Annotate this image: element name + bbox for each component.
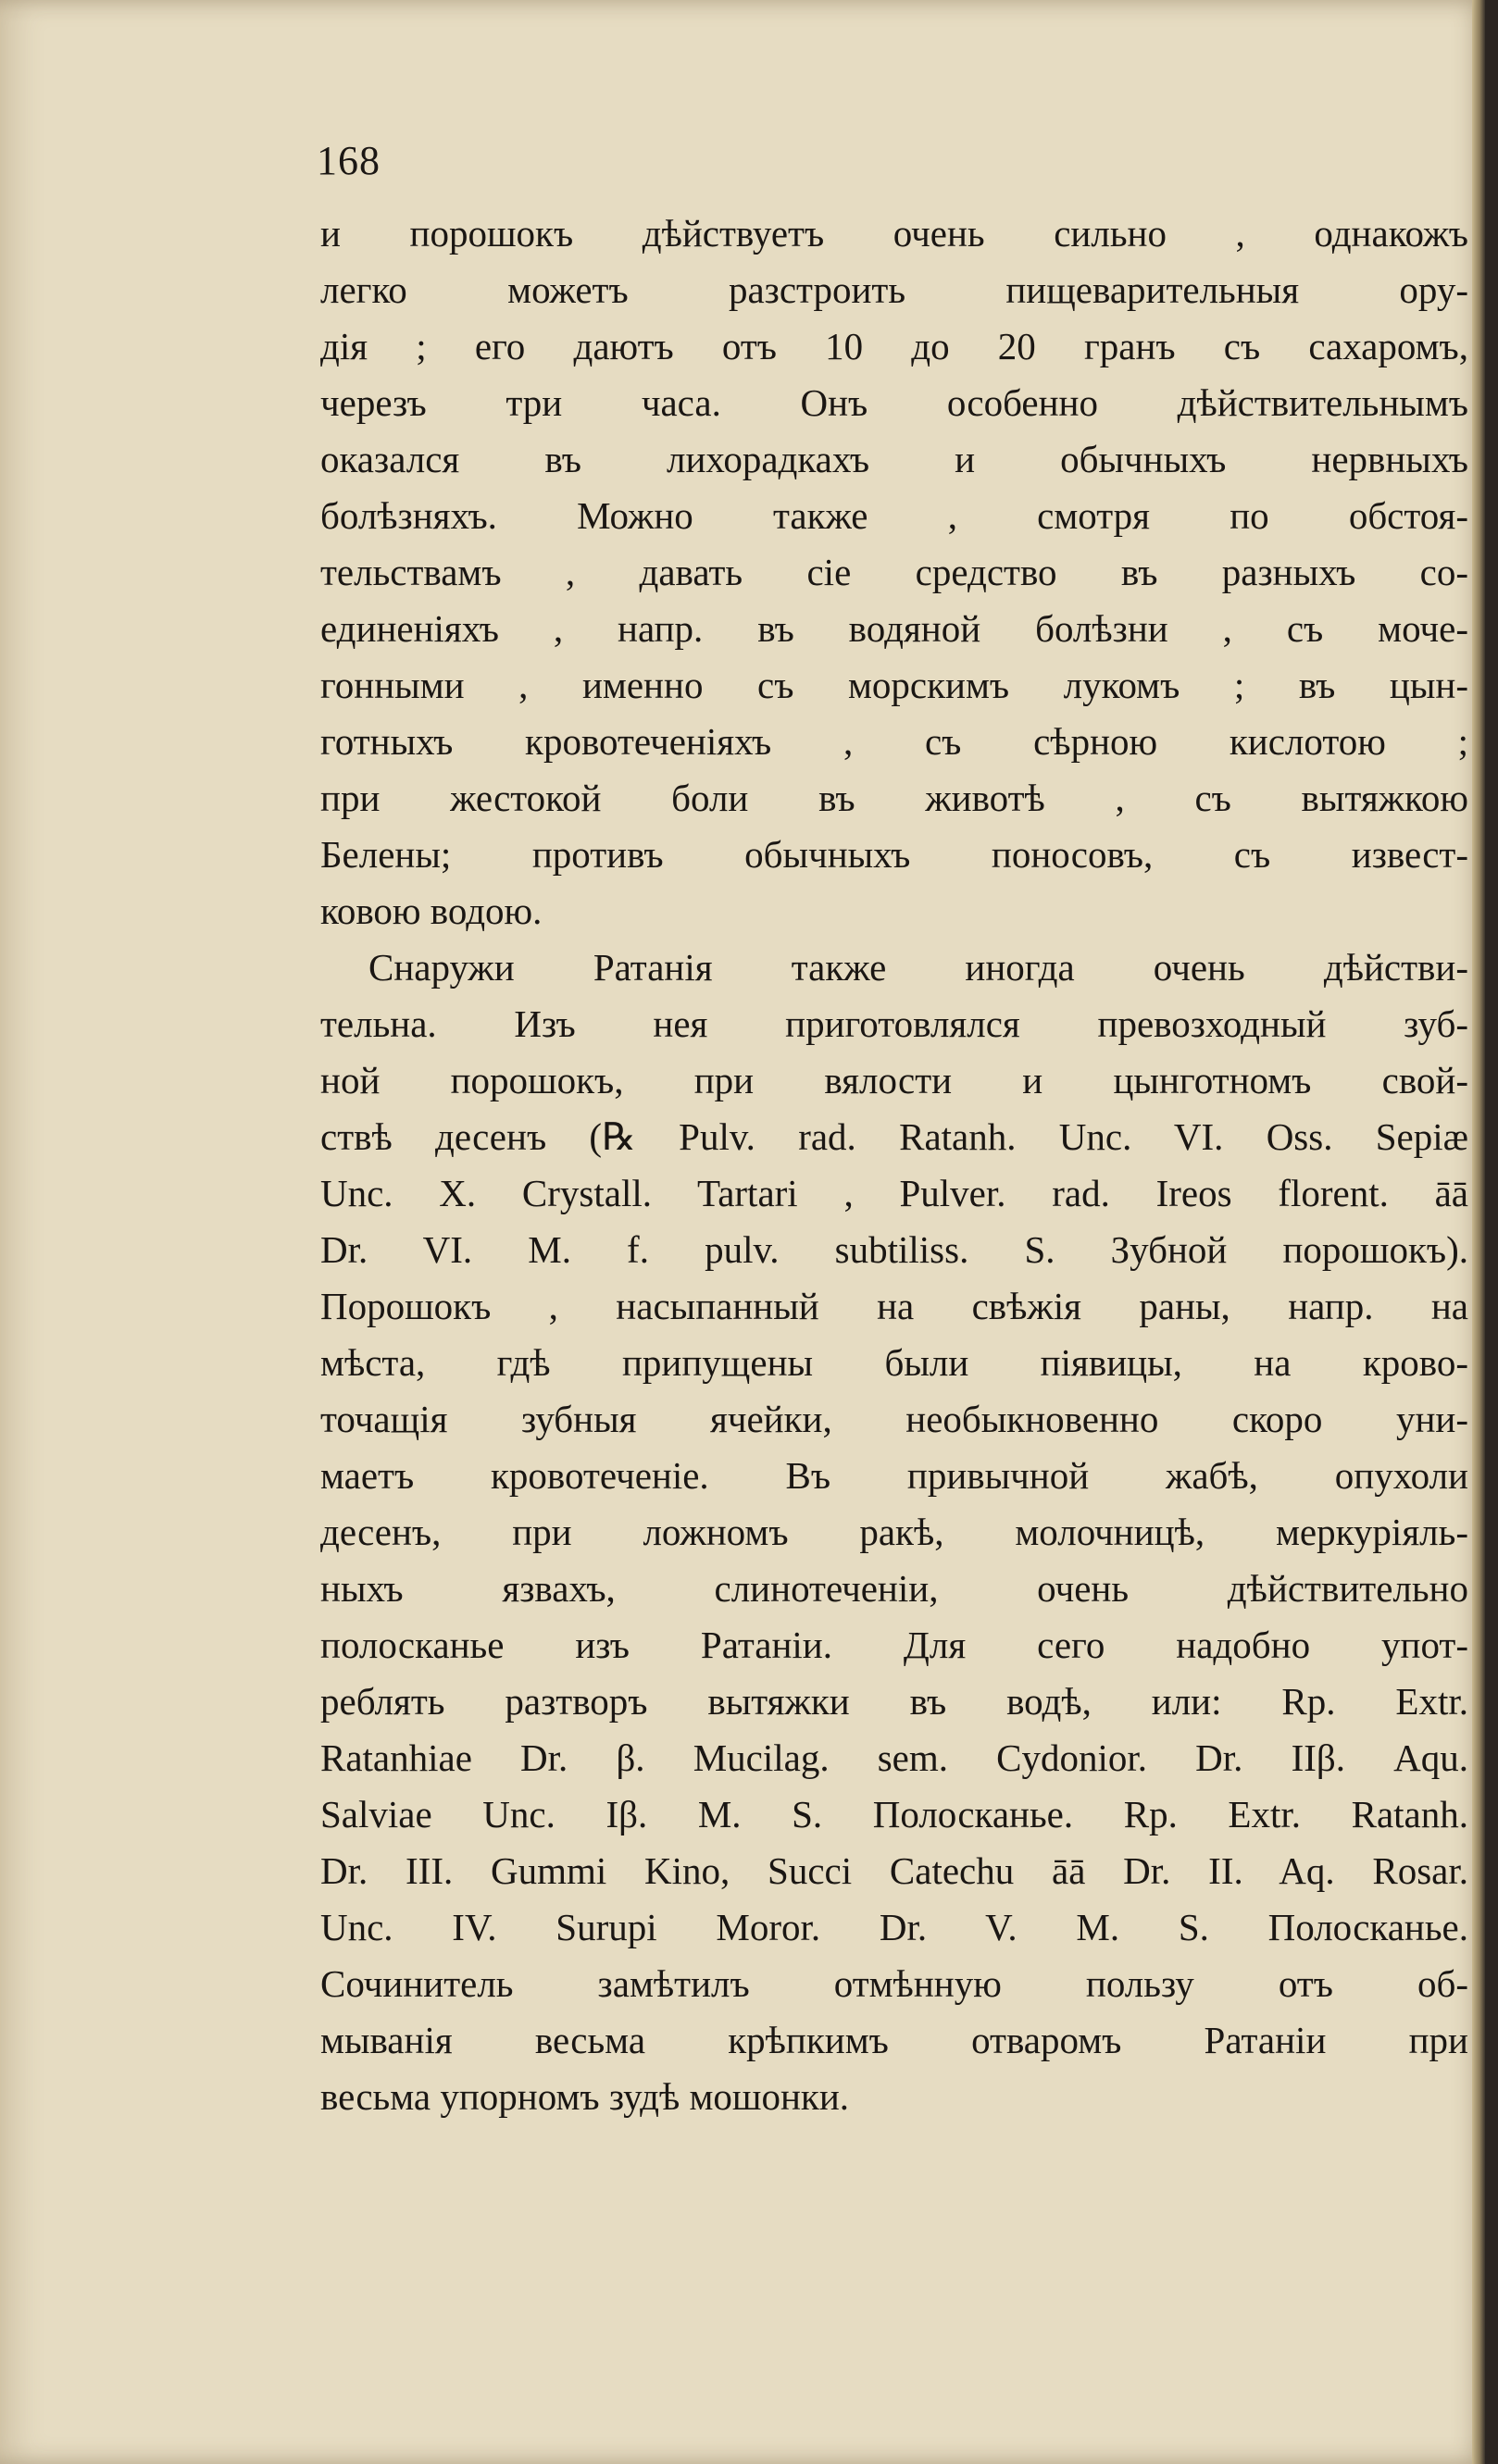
text-line: реблять разтворъ вытяжки въ водѣ, или: Rp. Extr. <box>320 1680 1468 1723</box>
text-line: ковою водою. <box>320 890 543 932</box>
text-line: десенъ, при ложномъ ракѣ, молочницѣ, меркуріяль- <box>320 1511 1468 1553</box>
text-line: Снаружи Ратанія также иногда очень дѣйстви- <box>368 946 1468 989</box>
text-line: Dr. III. Gummi Kino, Succi Catechu āā Dr. II. Aq. Rosar. <box>320 1849 1468 1892</box>
text-line: Unc. IV. Surupi Moror. Dr. V. M. S. Полосканье. <box>320 1906 1468 1948</box>
text-line: весьма упорномъ зудѣ мошонки. <box>320 2075 850 2118</box>
text-line: болѣзняхъ. Можно также , смотря по обстоя- <box>320 494 1468 537</box>
text-line: маетъ кровотеченіе. Въ привычной жабѣ, опухоли <box>320 1454 1468 1497</box>
text-line: ствѣ десенъ (℞ Pulv. rad. Ratanh. Unc. VI. Oss. Sepiæ <box>320 1115 1468 1158</box>
text-line: Сочинитель замѣтилъ отмѣнную пользу отъ об- <box>320 1962 1468 2005</box>
text-line: оказался въ лихорадкахъ и обычныхъ нервныхъ <box>320 438 1468 480</box>
text-line: готныхъ кровотеченіяхъ , съ сѣрною кислотою ; <box>320 720 1468 763</box>
page-edge <box>1472 0 1485 2464</box>
text-line: полосканье изъ Ратаніи. Для сего надобно упот- <box>320 1624 1468 1666</box>
text-line: точащія зубныя ячейки, необыкновенно скоро уни- <box>320 1398 1468 1440</box>
text-line: Unc. X. Crystall. Tartari , Pulver. rad. Ireos florent. āā <box>320 1172 1468 1214</box>
text-line: ныхъ язвахъ, слинотеченіи, очень дѣйствительно <box>320 1567 1468 1610</box>
text-line: Белены; противъ обычныхъ поносовъ, съ извест- <box>320 833 1468 876</box>
text-line: мѣста, гдѣ припущены были піявицы, на крово- <box>320 1341 1468 1384</box>
body-text <box>320 205 1468 2125</box>
text-line: тельствамъ , давать сіе средство въ разныхъ со- <box>320 551 1468 593</box>
text-line: мыванія весьма крѣпкимъ отваромъ Ратаніи при <box>320 2019 1468 2061</box>
text-line: Ratanhiae Dr. β. Mucilag. sem. Cydonior. Dr. IIβ. Aqu. <box>320 1736 1468 1779</box>
text-line: легко можетъ разстроить пищеварительныя ору- <box>320 268 1468 311</box>
text-line: дія ; его даютъ отъ 10 до 20 гранъ съ сахаромъ, <box>320 325 1468 367</box>
text-line: тельна. Изъ нея приготовлялся превозходный зуб- <box>320 1002 1468 1045</box>
text-line: при жестокой боли въ животѣ , съ вытяжкою <box>320 777 1468 819</box>
text-line: Dr. VI. M. f. pulv. subtiliss. S. Зубной порошокъ). <box>320 1228 1468 1271</box>
text-line: и порошокъ дѣйствуетъ очень сильно , однакожъ <box>320 212 1468 255</box>
page-number: 168 <box>317 138 381 183</box>
text-line: Порошокъ , насыпанный на свѣжія раны, напр. на <box>320 1285 1468 1327</box>
text-line: черезъ три часа. Онъ особенно дѣйствительнымъ <box>320 381 1468 424</box>
text-line: ной порошокъ, при вялости и цынготномъ свой- <box>320 1059 1468 1101</box>
text-line: гонными , именно съ морскимъ лукомъ ; въ цын- <box>320 664 1468 706</box>
text-line: Salviae Unc. Iβ. M. S. Полосканье. Rp. Extr. Ratanh. <box>320 1793 1468 1836</box>
text-line: единеніяхъ , напр. въ водяной болѣзни , съ моче- <box>320 607 1468 650</box>
